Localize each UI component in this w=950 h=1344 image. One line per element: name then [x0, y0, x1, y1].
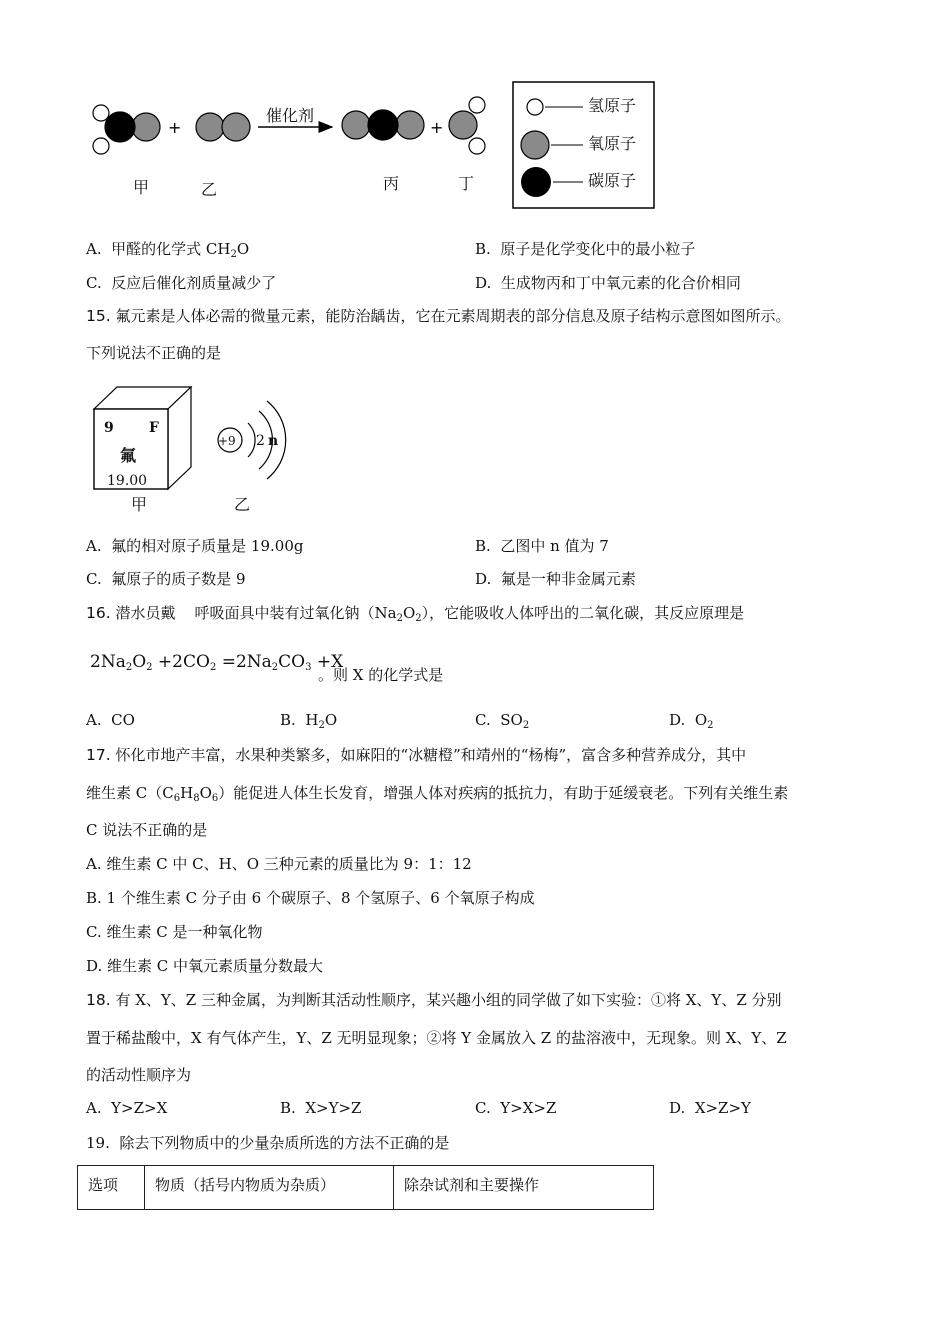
- q14-option-d[interactable]: D. 生成物丙和丁中氧元素的化合价相同: [475, 274, 741, 292]
- hydrogen-atom: [469, 138, 485, 154]
- q16-stem-after: 。则 X 的化学式是: [318, 666, 444, 684]
- q18-stem-line3: 的活动性顺序为: [86, 1066, 192, 1084]
- legend-carbon-icon: [521, 167, 551, 197]
- fig15-label-yi: 乙: [234, 495, 251, 514]
- oxygen-atom: [449, 111, 477, 139]
- q15-option-a[interactable]: A. 氟的相对原子质量是 19.00g: [86, 537, 304, 555]
- atom-shell-1: 2: [256, 433, 265, 449]
- fig15-label-jia: 甲: [131, 495, 148, 514]
- q17-option-b[interactable]: B. 1 个维生素 C 分子由 6 个碳原子、8 个氢原子、6 个氧原子构成: [86, 889, 535, 907]
- oxygen-atom: [396, 111, 424, 139]
- q16-option-a[interactable]: A. CO: [86, 711, 135, 729]
- element-atomic-number: 9: [104, 420, 114, 436]
- atom-shell-2: n: [268, 433, 279, 449]
- label-ding: 丁: [458, 174, 475, 193]
- q14-option-a[interactable]: A. 甲醛的化学式 $CH_2O$: [86, 240, 250, 260]
- element-symbol: F: [149, 420, 159, 436]
- q18-option-a[interactable]: A. Y>Z>X: [86, 1099, 168, 1117]
- molecule-water: [449, 97, 485, 154]
- q14-option-b[interactable]: B. 原子是化学变化中的最小粒子: [475, 240, 696, 258]
- hydrogen-atom: [93, 138, 109, 154]
- q17-stem-line1: 17. 怀化市地产丰富，水果种类繁多，如麻阳的“冰糖橙”和靖州的“杨梅”，富含多种营养成分，其中: [86, 746, 747, 764]
- legend-label-hydrogen: 氢原子: [588, 96, 637, 115]
- q16-option-b[interactable]: B. $H_2O$: [280, 711, 338, 731]
- oxygen-atom: [342, 111, 370, 139]
- q17-stem-line2: 维生素 $C(C_6H_8O_6)$能促进人体生长发育，增强人体对疾病的抵抗力，有助于延缓衰老。下列有关维生素: [86, 784, 789, 804]
- atom-nucleus-charge: +9: [218, 434, 236, 448]
- molecule-carbon-dioxide: [342, 110, 424, 140]
- hydrogen-atom: [93, 105, 109, 121]
- q19-table: [77, 1165, 654, 1210]
- q15-option-d[interactable]: D. 氟是一种非金属元素: [475, 570, 636, 588]
- label-jia: 甲: [133, 178, 150, 197]
- legend-label-carbon: 碳原子: [588, 171, 637, 190]
- carbon-atom: [368, 110, 398, 140]
- q15-stem-line2: 下列说法不正确的是: [86, 344, 222, 362]
- element-mass: 19.00: [107, 473, 148, 489]
- q17-stem-line3: C 说法不正确的是: [86, 821, 208, 839]
- q16-option-c[interactable]: C. $SO_2$: [475, 711, 530, 731]
- table-header-row: [78, 1166, 654, 1210]
- oxygen-atom: [196, 113, 224, 141]
- q15-option-b[interactable]: B. 乙图中 n 值为 7: [475, 537, 609, 555]
- legend-hydrogen-icon: [527, 99, 543, 115]
- q18-option-d[interactable]: D. X>Z>Y: [669, 1099, 751, 1117]
- molecule-oxygen: [196, 113, 250, 141]
- q16-stem-line1: 16. 潜水员戴 呼吸面具中装有过氧化钠$(Na_2O_2)$，它能吸收人体呼出的二氧化碳，其反应原理是: [86, 604, 745, 624]
- q16-equation: $2Na_2O_2 +2CO_2 =2Na_2CO_3 +X$: [90, 652, 344, 673]
- oxygen-atom: [132, 113, 160, 141]
- table-header-cell: 除杂试剂和主要操作: [394, 1166, 654, 1210]
- plus-sign: +: [168, 118, 182, 137]
- label-yi: 乙: [201, 180, 218, 199]
- q15-option-c[interactable]: C. 氟原子的质子数是 9: [86, 570, 246, 588]
- plus-sign: +: [430, 118, 444, 137]
- q18-stem-line2: 置于稀盐酸中，X 有气体产生，Y、Z 无明显现象；②将 Y 金属放入 Z 的盐溶液中，无现象。则 X、Y、Z: [86, 1029, 787, 1047]
- hydrogen-atom: [469, 97, 485, 113]
- catalyst-label: 催化剂: [266, 106, 315, 125]
- q16-option-d[interactable]: D. $O_2$: [669, 711, 714, 731]
- carbon-atom: [105, 112, 135, 142]
- q17-option-d[interactable]: D. 维生素 C 中氧元素质量分数最大: [86, 957, 324, 975]
- q17-option-a[interactable]: A. 维生素 C 中 C、H、O 三种元素的质量比为 9：1：12: [86, 855, 472, 873]
- legend-label-oxygen: 氧原子: [588, 134, 637, 153]
- legend-oxygen-icon: [521, 131, 549, 159]
- q14-option-c[interactable]: C. 反应后催化剂质量减少了: [86, 274, 277, 292]
- table-header-cell: 选项: [78, 1166, 145, 1210]
- molecule-formaldehyde: [93, 105, 160, 154]
- q18-option-c[interactable]: C. Y>X>Z: [475, 1099, 557, 1117]
- element-name: 氟: [120, 446, 137, 465]
- q19-stem: 19. 除去下列物质中的少量杂质所选的方法不正确的是: [86, 1134, 450, 1152]
- q18-stem-line1: 18. 有 X、Y、Z 三种金属，为判断其活动性顺序，某兴趣小组的同学做了如下实验：①将 X、Y、Z 分别: [86, 991, 782, 1009]
- label-bing: 丙: [383, 174, 400, 193]
- q17-option-c[interactable]: C. 维生素 C 是一种氧化物: [86, 923, 263, 941]
- q15-stem-line1: 15. 氟元素是人体必需的微量元素，能防治龋齿，它在元素周期表的部分信息及原子结构示意图如图所示。: [86, 307, 791, 325]
- q18-option-b[interactable]: B. X>Y>Z: [280, 1099, 362, 1117]
- table-header-cell: 物质（括号内物质为杂质）: [145, 1166, 394, 1210]
- oxygen-atom: [222, 113, 250, 141]
